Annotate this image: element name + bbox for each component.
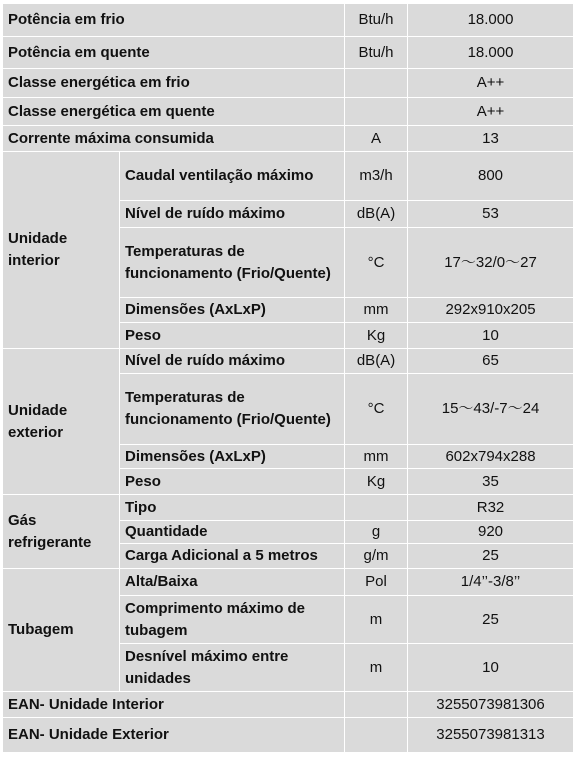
row-value: 15～43/-7～24 (408, 374, 574, 445)
spec-row (3, 152, 574, 201)
group-label-refrigerant: Gás refrigerante (3, 495, 120, 569)
row-value: 17～32/0～27 (408, 228, 574, 298)
row-unit: m3/h (345, 152, 408, 201)
row-value: 13 (408, 126, 574, 152)
row-label: EAN- Unidade Exterior (3, 718, 345, 753)
row-value: 602x794x288 (408, 445, 574, 469)
row-label: Dimensões (AxLxP) (120, 298, 345, 323)
row-value: 53 (408, 201, 574, 228)
spec-row-ean-indoor (3, 692, 574, 718)
row-unit (345, 692, 408, 718)
row-unit: m (345, 596, 408, 644)
row-value: 10 (408, 323, 574, 349)
row-value: 920 (408, 521, 574, 544)
row-value: 35 (408, 469, 574, 495)
row-value: A++ (408, 98, 574, 126)
row-unit: mm (345, 298, 408, 323)
spec-row (3, 569, 574, 596)
row-value: 800 (408, 152, 574, 201)
group-label-piping: Tubagem (3, 569, 120, 692)
row-label: EAN- Unidade Interior (3, 692, 345, 718)
spec-row (3, 495, 574, 521)
row-label: Temperaturas de funcionamento (Frio/Quente) (120, 374, 345, 445)
spec-row-energy-class-cooling (3, 69, 574, 98)
row-label: Comprimento máximo de tubagem (120, 596, 345, 644)
row-value: A++ (408, 69, 574, 98)
row-unit: °C (345, 374, 408, 445)
row-unit: g/m (345, 544, 408, 569)
row-unit (345, 495, 408, 521)
row-label: Caudal ventilação máximo (120, 152, 345, 201)
row-value: 25 (408, 544, 574, 569)
row-unit: Btu/h (345, 37, 408, 69)
row-label: Corrente máxima consumida (3, 126, 345, 152)
row-label: Classe energética em frio (3, 69, 345, 98)
row-value: 292x910x205 (408, 298, 574, 323)
spec-row (3, 349, 574, 374)
row-value: 3255073981313 (408, 718, 574, 753)
row-label: Classe energética em quente (3, 98, 345, 126)
row-unit: g (345, 521, 408, 544)
row-label: Peso (120, 469, 345, 495)
row-unit (345, 69, 408, 98)
row-unit: Btu/h (345, 4, 408, 37)
row-unit (345, 718, 408, 753)
row-label: Quantidade (120, 521, 345, 544)
row-value: 10 (408, 644, 574, 692)
row-label: Nível de ruído máximo (120, 201, 345, 228)
row-label: Carga Adicional a 5 metros (120, 544, 345, 569)
row-unit: mm (345, 445, 408, 469)
row-unit: Pol (345, 569, 408, 596)
row-unit: °C (345, 228, 408, 298)
row-value: 3255073981306 (408, 692, 574, 718)
row-unit: Kg (345, 323, 408, 349)
row-label: Alta/Baixa (120, 569, 345, 596)
row-value: R32 (408, 495, 574, 521)
row-label: Dimensões (AxLxP) (120, 445, 345, 469)
row-unit: A (345, 126, 408, 152)
row-value: 25 (408, 596, 574, 644)
spec-table (2, 3, 574, 753)
row-unit: Kg (345, 469, 408, 495)
row-value: 1/4’’-3/8’’ (408, 569, 574, 596)
row-value: 18.000 (408, 37, 574, 69)
spec-row-cooling-power (3, 4, 574, 37)
row-label: Potência em frio (3, 4, 345, 37)
row-value: 18.000 (408, 4, 574, 37)
spec-row-heating-power (3, 37, 574, 69)
row-unit: m (345, 644, 408, 692)
spec-row-max-current (3, 126, 574, 152)
row-label: Peso (120, 323, 345, 349)
spec-row-ean-outdoor (3, 718, 574, 753)
row-value: 65 (408, 349, 574, 374)
row-label: Tipo (120, 495, 345, 521)
row-label: Potência em quente (3, 37, 345, 69)
row-label: Nível de ruído máximo (120, 349, 345, 374)
row-unit (345, 98, 408, 126)
row-label: Desnível máximo entre unidades (120, 644, 345, 692)
row-label: Temperaturas de funcionamento (Frio/Quente) (120, 228, 345, 298)
spec-row-energy-class-heating (3, 98, 574, 126)
group-label-indoor-unit: Unidade interior (3, 152, 120, 349)
group-label-outdoor-unit: Unidade exterior (3, 349, 120, 495)
row-unit: dB(A) (345, 201, 408, 228)
row-unit: dB(A) (345, 349, 408, 374)
